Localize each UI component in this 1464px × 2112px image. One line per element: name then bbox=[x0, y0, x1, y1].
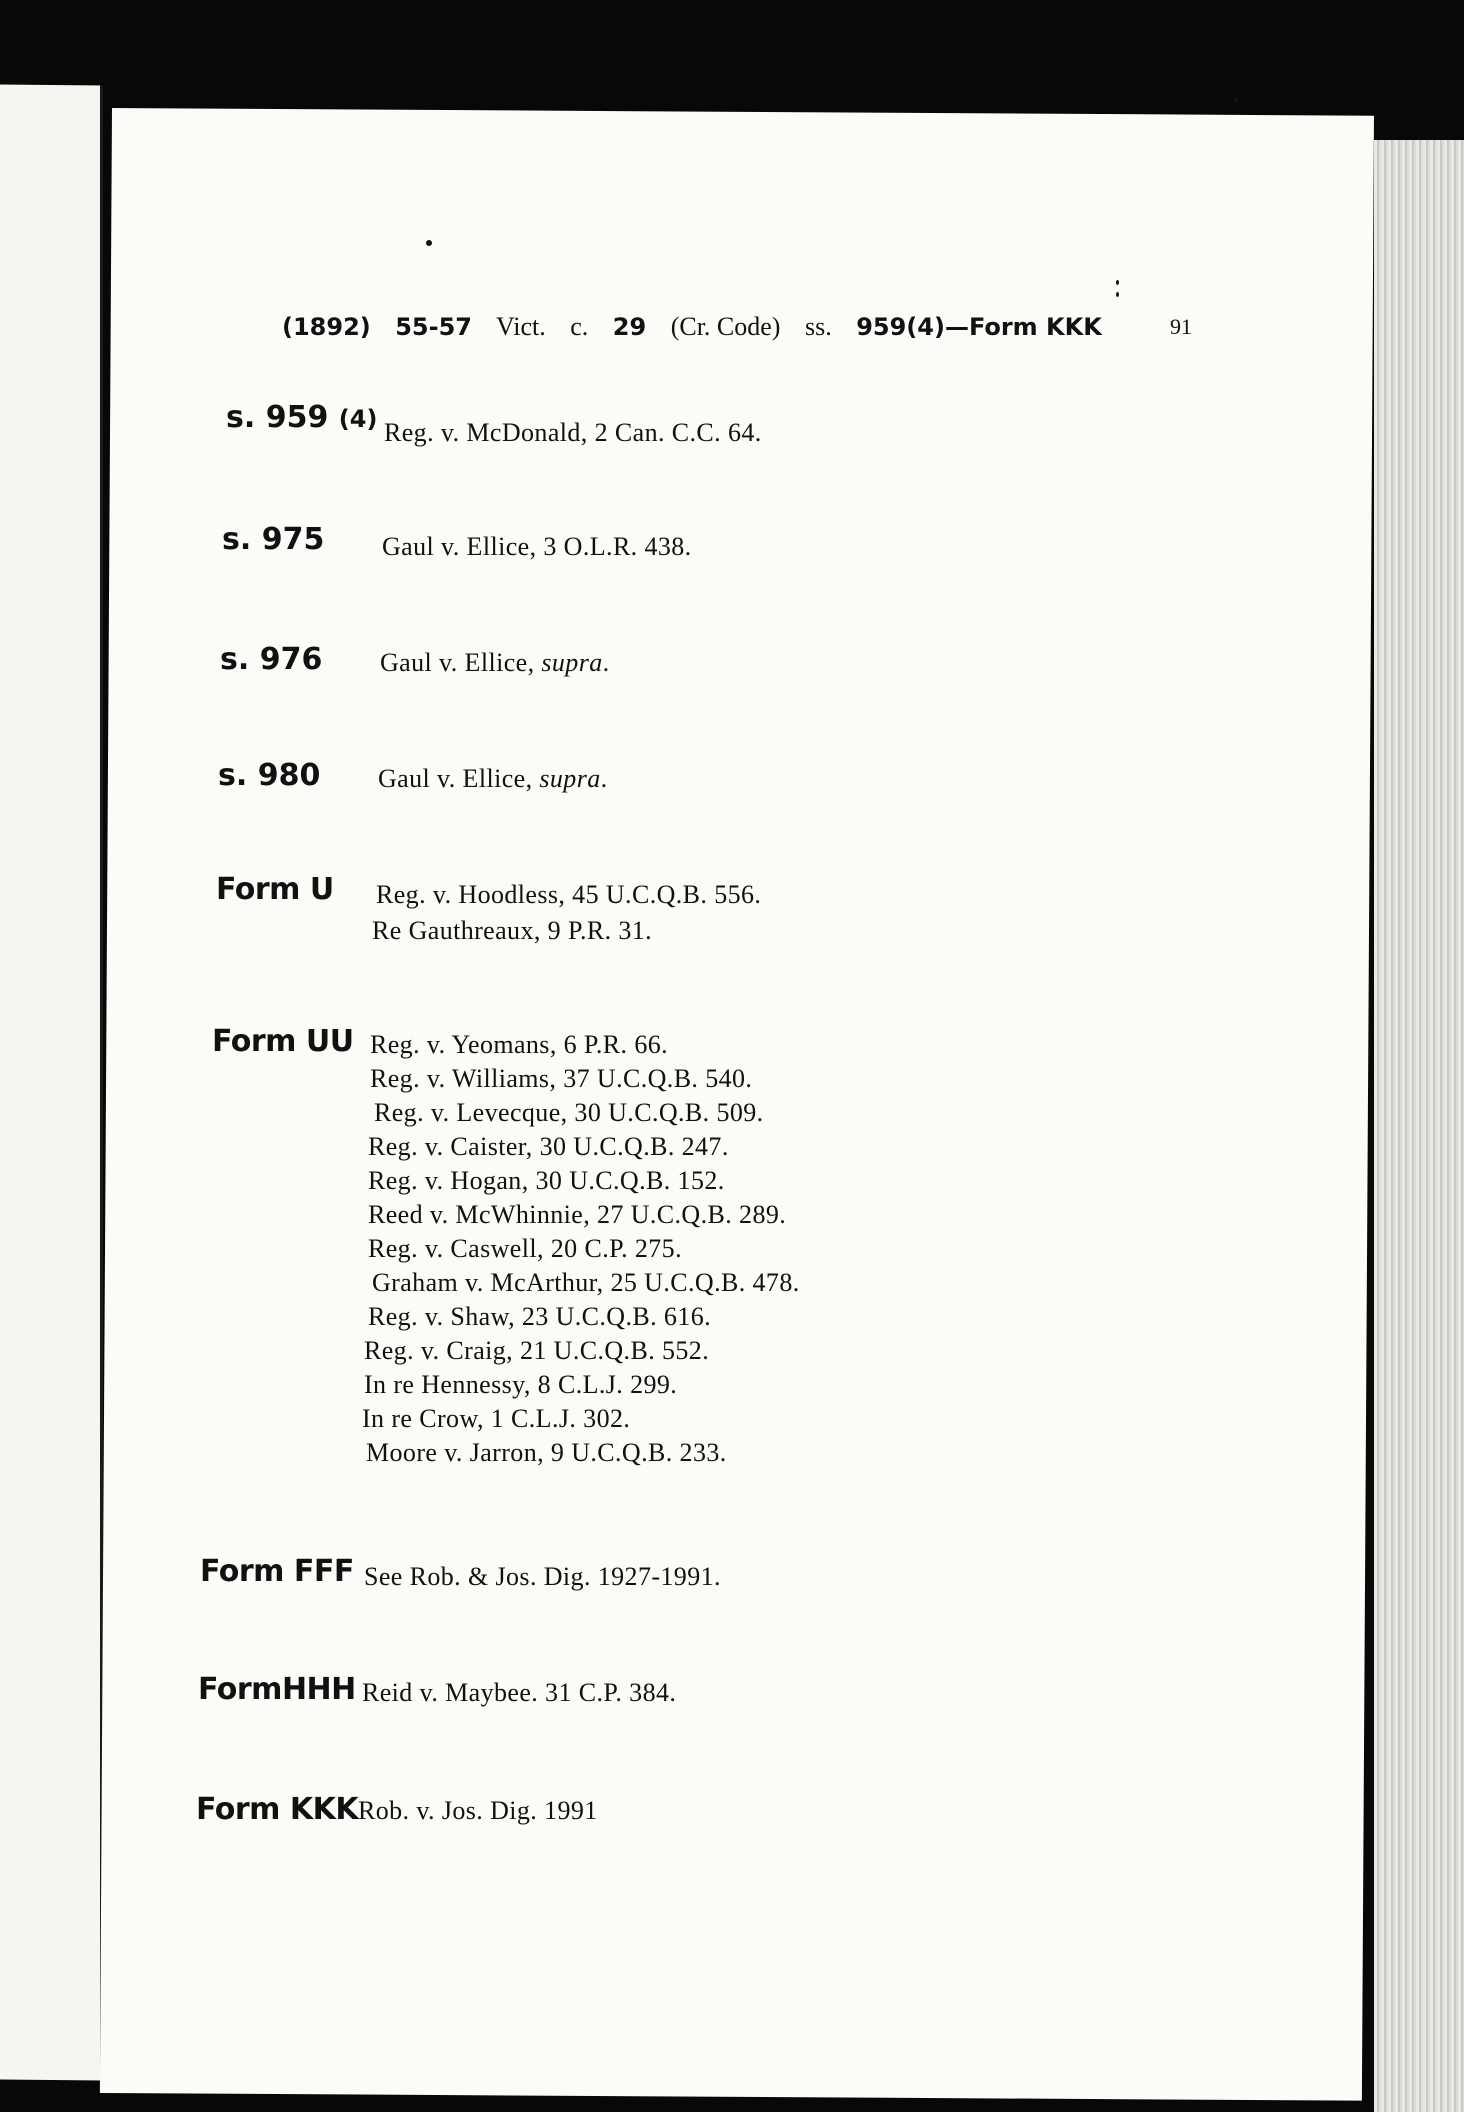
section-label: s. 976 bbox=[220, 642, 323, 677]
citation-entry: In re Hennessy, 8 C.L.J. 299. bbox=[364, 1370, 678, 1399]
header-range: 959(4)—Form KKK bbox=[856, 313, 1102, 341]
speck-mark bbox=[426, 240, 432, 246]
citation-entry: Gaul v. Ellice, 3 O.L.R. 438. bbox=[382, 532, 692, 561]
citation-entry: Moore v. Jarron, 9 U.C.Q.B. 233. bbox=[366, 1438, 727, 1467]
header-vict: Vict. bbox=[496, 312, 546, 341]
citation-entry: Reg. v. Hoodless, 45 U.C.Q.B. 556. bbox=[376, 880, 762, 909]
header-c: c. bbox=[570, 312, 589, 341]
citation-entry: Reg. v. Craig, 21 U.C.Q.B. 552. bbox=[364, 1336, 710, 1365]
citation-entry: Gaul v. Ellice, supra. bbox=[378, 764, 608, 793]
facing-page-edge bbox=[0, 84, 103, 2080]
form-label: FormHHH bbox=[198, 1672, 356, 1707]
speck-mark bbox=[1116, 292, 1119, 297]
form-label: Form KKK bbox=[196, 1792, 359, 1827]
header-chapter: 29 bbox=[612, 313, 647, 341]
citation-entry: Reg. v. Hogan, 30 U.C.Q.B. 152. bbox=[368, 1166, 725, 1195]
form-label: Form UU bbox=[212, 1024, 354, 1059]
page-number: 91 bbox=[1170, 314, 1192, 339]
citation-entry: Reed v. McWhinnie, 27 U.C.Q.B. 289. bbox=[368, 1200, 787, 1229]
citation-entry: Gaul v. Ellice, supra. bbox=[380, 648, 610, 677]
section-label: s. 959 (4) bbox=[226, 400, 378, 435]
citation-entry: Reg. v. Caswell, 20 C.P. 275. bbox=[368, 1234, 682, 1263]
citation-entry: See Rob. & Jos. Dig. 1927-1991. bbox=[364, 1562, 721, 1591]
citation-entry: Rob. v. Jos. Dig. 1991 bbox=[358, 1796, 598, 1825]
page-stack-edges bbox=[1374, 140, 1464, 2112]
form-label: Form FFF bbox=[200, 1554, 354, 1589]
citation-entry: Graham v. McArthur, 25 U.C.Q.B. 478. bbox=[372, 1268, 800, 1297]
section-label: s. 980 bbox=[218, 758, 321, 793]
citation-entry: Reg. v. Williams, 37 U.C.Q.B. 540. bbox=[370, 1064, 753, 1093]
citation-entry: Reg. v. Yeomans, 6 P.R. 66. bbox=[370, 1030, 669, 1059]
speck-mark bbox=[1234, 98, 1239, 103]
header-act: 55-57 bbox=[395, 313, 472, 341]
citation-entry: Reg. v. McDonald, 2 Can. C.C. 64. bbox=[384, 418, 762, 447]
citation-entry: Reg. v. Levecque, 30 U.C.Q.B. 509. bbox=[374, 1098, 764, 1127]
citation-entry: Reid v. Maybee. 31 C.P. 384. bbox=[362, 1678, 677, 1707]
section-label: s. 975 bbox=[222, 522, 325, 557]
running-header bbox=[282, 312, 1202, 342]
form-label: Form U bbox=[216, 872, 334, 907]
header-year: (1892) bbox=[282, 313, 371, 341]
header-code: (Cr. Code) bbox=[670, 312, 781, 341]
citation-entry: In re Crow, 1 C.L.J. 302. bbox=[362, 1404, 631, 1433]
citation-entry: Re Gauthreaux, 9 P.R. 31. bbox=[372, 916, 653, 945]
header-ss: ss. bbox=[804, 312, 832, 341]
section-sublabel: (4) bbox=[338, 405, 378, 433]
citation-entry: Reg. v. Caister, 30 U.C.Q.B. 247. bbox=[368, 1132, 729, 1161]
speck-mark bbox=[1116, 280, 1119, 285]
citation-entry: Reg. v. Shaw, 23 U.C.Q.B. 616. bbox=[368, 1302, 712, 1331]
